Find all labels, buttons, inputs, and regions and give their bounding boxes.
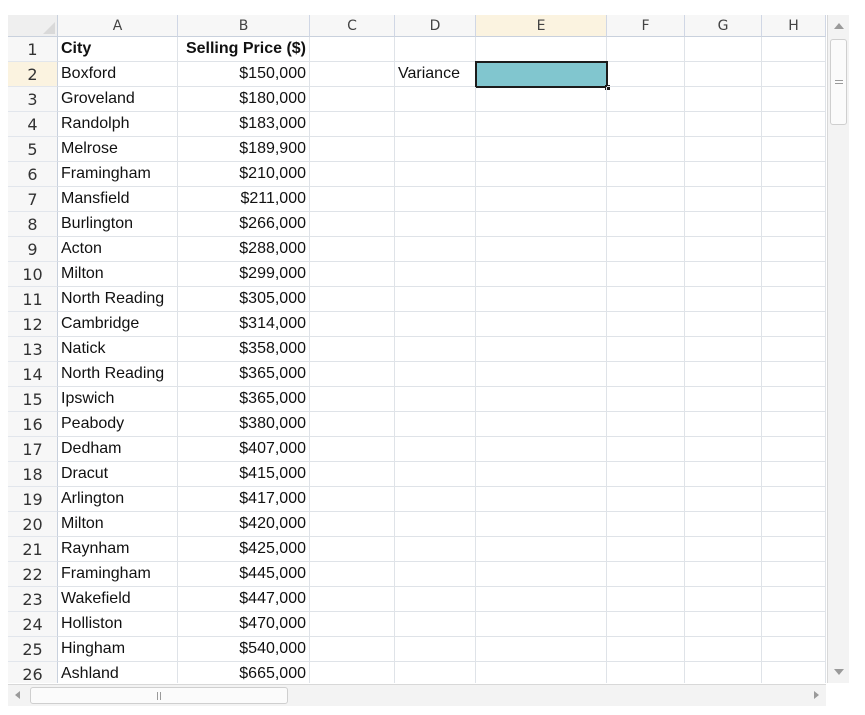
cell-h15[interactable] xyxy=(762,387,826,412)
cell-d1[interactable] xyxy=(395,37,476,62)
cell-e3[interactable] xyxy=(476,87,607,112)
row-header[interactable]: 12 xyxy=(8,312,58,337)
table-row xyxy=(8,37,826,62)
cell-b15[interactable]: $365,000 xyxy=(178,387,310,412)
cell-g24[interactable] xyxy=(685,612,762,637)
cell-c6[interactable] xyxy=(310,162,395,187)
table-row xyxy=(8,412,826,437)
table-row xyxy=(8,637,826,662)
cell-d13[interactable] xyxy=(395,337,476,362)
cell-f26[interactable] xyxy=(607,662,685,683)
cell-b20[interactable]: $420,000 xyxy=(178,512,310,537)
cell-g12[interactable] xyxy=(685,312,762,337)
cell-c5[interactable] xyxy=(310,137,395,162)
cell-b1[interactable]: Selling Price ($) xyxy=(178,37,310,62)
cell-a12[interactable]: Cambridge xyxy=(58,312,178,337)
cell-g8[interactable] xyxy=(685,212,762,237)
row-header[interactable]: 11 xyxy=(8,287,58,312)
cell-b3[interactable]: $180,000 xyxy=(178,87,310,112)
row-header[interactable]: 23 xyxy=(8,587,58,612)
cell-c15[interactable] xyxy=(310,387,395,412)
cell-c14[interactable] xyxy=(310,362,395,387)
row-header[interactable]: 22 xyxy=(8,562,58,587)
vertical-scroll-thumb[interactable] xyxy=(830,39,847,125)
cell-e10[interactable] xyxy=(476,262,607,287)
cell-g5[interactable] xyxy=(685,137,762,162)
cell-a23[interactable]: Wakefield xyxy=(58,587,178,612)
cell-d20[interactable] xyxy=(395,512,476,537)
variance-label[interactable]: Variance xyxy=(395,62,476,87)
cell-a14[interactable]: North Reading xyxy=(58,362,178,387)
cell-h21[interactable] xyxy=(762,537,826,562)
arrow-left-icon[interactable] xyxy=(15,691,20,699)
cell-g16[interactable] xyxy=(685,412,762,437)
cell-h1[interactable] xyxy=(762,37,826,62)
cell-f18[interactable] xyxy=(607,462,685,487)
cell-b17[interactable]: $407,000 xyxy=(178,437,310,462)
cell-c3[interactable] xyxy=(310,87,395,112)
cell-g25[interactable] xyxy=(685,637,762,662)
cell-b25[interactable]: $540,000 xyxy=(178,637,310,662)
cell-h19[interactable] xyxy=(762,487,826,512)
cell-b18[interactable]: $415,000 xyxy=(178,462,310,487)
cell-d11[interactable] xyxy=(395,287,476,312)
row-header[interactable]: 24 xyxy=(8,612,58,637)
row-header[interactable]: 26 xyxy=(8,662,58,683)
cell-f25[interactable] xyxy=(607,637,685,662)
cell-e4[interactable] xyxy=(476,112,607,137)
cell-d17[interactable] xyxy=(395,437,476,462)
cell-d18[interactable] xyxy=(395,462,476,487)
column-header-row xyxy=(8,15,826,38)
cell-h9[interactable] xyxy=(762,237,826,262)
cell-e9[interactable] xyxy=(476,237,607,262)
cell-c20[interactable] xyxy=(310,512,395,537)
cell-a15[interactable]: Ipswich xyxy=(58,387,178,412)
cell-c13[interactable] xyxy=(310,337,395,362)
cell-d22[interactable] xyxy=(395,562,476,587)
horizontal-scrollbar[interactable] xyxy=(8,684,826,706)
cell-a2[interactable]: Boxford xyxy=(58,62,178,87)
cell-c18[interactable] xyxy=(310,462,395,487)
cell-c25[interactable] xyxy=(310,637,395,662)
cell-e26[interactable] xyxy=(476,662,607,683)
cell-g10[interactable] xyxy=(685,262,762,287)
cell-g2[interactable] xyxy=(685,62,762,87)
cell-f17[interactable] xyxy=(607,437,685,462)
cell-e13[interactable] xyxy=(476,337,607,362)
cell-a25[interactable]: Hingham xyxy=(58,637,178,662)
cell-g13[interactable] xyxy=(685,337,762,362)
cell-g26[interactable] xyxy=(685,662,762,683)
cell-b13[interactable]: $358,000 xyxy=(178,337,310,362)
cell-d7[interactable] xyxy=(395,187,476,212)
row-header[interactable]: 10 xyxy=(8,262,58,287)
row-header[interactable]: 7 xyxy=(8,187,58,212)
cell-c11[interactable] xyxy=(310,287,395,312)
cell-a13[interactable]: Natick xyxy=(58,337,178,362)
cell-h23[interactable] xyxy=(762,587,826,612)
row-header[interactable]: 1 xyxy=(8,37,58,62)
cell-e7[interactable] xyxy=(476,187,607,212)
cell-c2[interactable] xyxy=(310,62,395,87)
cell-a22[interactable]: Framingham xyxy=(58,562,178,587)
cell-h4[interactable] xyxy=(762,112,826,137)
cell-e8[interactable] xyxy=(476,212,607,237)
cell-h18[interactable] xyxy=(762,462,826,487)
cell-d16[interactable] xyxy=(395,412,476,437)
cell-e19[interactable] xyxy=(476,487,607,512)
cell-b26[interactable]: $665,000 xyxy=(178,662,310,683)
cell-d4[interactable] xyxy=(395,112,476,137)
cell-a18[interactable]: Dracut xyxy=(58,462,178,487)
cell-g23[interactable] xyxy=(685,587,762,612)
row-header[interactable]: 16 xyxy=(8,412,58,437)
table-row xyxy=(8,62,826,87)
cell-a5[interactable]: Melrose xyxy=(58,137,178,162)
cell-a6[interactable]: Framingham xyxy=(58,162,178,187)
cell-c16[interactable] xyxy=(310,412,395,437)
table-row xyxy=(8,437,826,462)
table-row xyxy=(8,187,826,212)
cell-a7[interactable]: Mansfield xyxy=(58,187,178,212)
table-row xyxy=(8,462,826,487)
cell-f21[interactable] xyxy=(607,537,685,562)
row-header[interactable]: 19 xyxy=(8,487,58,512)
cell-c17[interactable] xyxy=(310,437,395,462)
cell-f20[interactable] xyxy=(607,512,685,537)
cell-f24[interactable] xyxy=(607,612,685,637)
cell-d15[interactable] xyxy=(395,387,476,412)
table-row xyxy=(8,587,826,612)
scroll-down-button[interactable] xyxy=(828,661,849,683)
column-header-g[interactable]: G xyxy=(685,15,762,37)
cell-c26[interactable] xyxy=(310,662,395,683)
cell-e6[interactable] xyxy=(476,162,607,187)
cell-a21[interactable]: Raynham xyxy=(58,537,178,562)
cell-e24[interactable] xyxy=(476,612,607,637)
cell-c19[interactable] xyxy=(310,487,395,512)
cell-a8[interactable]: Burlington xyxy=(58,212,178,237)
cell-f6[interactable] xyxy=(607,162,685,187)
cell-b4[interactable]: $183,000 xyxy=(178,112,310,137)
cell-c22[interactable] xyxy=(310,562,395,587)
cell-h3[interactable] xyxy=(762,87,826,112)
cell-d9[interactable] xyxy=(395,237,476,262)
row-header[interactable]: 5 xyxy=(8,137,58,162)
cell-c12[interactable] xyxy=(310,312,395,337)
cell-h5[interactable] xyxy=(762,137,826,162)
cell-b14[interactable]: $365,000 xyxy=(178,362,310,387)
cell-g6[interactable] xyxy=(685,162,762,187)
cell-a1[interactable]: City xyxy=(58,37,178,62)
cell-b21[interactable]: $425,000 xyxy=(178,537,310,562)
row-header[interactable]: 8 xyxy=(8,212,58,237)
cell-c9[interactable] xyxy=(310,237,395,262)
cell-d21[interactable] xyxy=(395,537,476,562)
cell-g17[interactable] xyxy=(685,437,762,462)
cell-b19[interactable]: $417,000 xyxy=(178,487,310,512)
cell-e1[interactable] xyxy=(476,37,607,62)
cell-e14[interactable] xyxy=(476,362,607,387)
cell-c23[interactable] xyxy=(310,587,395,612)
cell-h10[interactable] xyxy=(762,262,826,287)
cell-d25[interactable] xyxy=(395,637,476,662)
cell-g3[interactable] xyxy=(685,87,762,112)
cell-b8[interactable]: $266,000 xyxy=(178,212,310,237)
cell-a16[interactable]: Peabody xyxy=(58,412,178,437)
cell-f10[interactable] xyxy=(607,262,685,287)
cell-c7[interactable] xyxy=(310,187,395,212)
cell-a19[interactable]: Arlington xyxy=(58,487,178,512)
cell-h26[interactable] xyxy=(762,662,826,683)
arrow-up-icon xyxy=(834,23,844,29)
cell-b16[interactable]: $380,000 xyxy=(178,412,310,437)
cell-g15[interactable] xyxy=(685,387,762,412)
selected-cell-e2[interactable] xyxy=(475,61,608,88)
column-header-d[interactable]: D xyxy=(395,15,476,37)
cell-b5[interactable]: $189,900 xyxy=(178,137,310,162)
cell-h24[interactable] xyxy=(762,612,826,637)
cell-f23[interactable] xyxy=(607,587,685,612)
row-header[interactable]: 2 xyxy=(8,62,58,87)
cell-d5[interactable] xyxy=(395,137,476,162)
grip-icon xyxy=(835,83,843,84)
column-header-a[interactable]: A xyxy=(58,15,178,37)
cell-a17[interactable]: Dedham xyxy=(58,437,178,462)
cell-f12[interactable] xyxy=(607,312,685,337)
cell-g14[interactable] xyxy=(685,362,762,387)
cell-e16[interactable] xyxy=(476,412,607,437)
spreadsheet-grid[interactable] xyxy=(8,15,826,683)
row-header[interactable]: 6 xyxy=(8,162,58,187)
cell-e11[interactable] xyxy=(476,287,607,312)
cell-e12[interactable] xyxy=(476,312,607,337)
cell-e25[interactable] xyxy=(476,637,607,662)
cell-e5[interactable] xyxy=(476,137,607,162)
table-row xyxy=(8,87,826,112)
cell-e21[interactable] xyxy=(476,537,607,562)
cell-g20[interactable] xyxy=(685,512,762,537)
cell-e22[interactable] xyxy=(476,562,607,587)
cell-f5[interactable] xyxy=(607,137,685,162)
table-row xyxy=(8,612,826,637)
table-row xyxy=(8,112,826,137)
arrow-right-icon[interactable] xyxy=(814,691,819,699)
cell-d23[interactable] xyxy=(395,587,476,612)
cell-a11[interactable]: North Reading xyxy=(58,287,178,312)
column-header-b[interactable]: B xyxy=(178,15,310,37)
row-header[interactable]: 17 xyxy=(8,437,58,462)
vertical-scrollbar[interactable] xyxy=(827,15,849,683)
cell-c21[interactable] xyxy=(310,537,395,562)
table-row xyxy=(8,137,826,162)
horizontal-scroll-thumb[interactable] xyxy=(30,687,288,704)
cell-b6[interactable]: $210,000 xyxy=(178,162,310,187)
cell-c4[interactable] xyxy=(310,112,395,137)
cell-f9[interactable] xyxy=(607,237,685,262)
cell-g11[interactable] xyxy=(685,287,762,312)
cell-e20[interactable] xyxy=(476,512,607,537)
cell-f11[interactable] xyxy=(607,287,685,312)
cell-f8[interactable] xyxy=(607,212,685,237)
table-row xyxy=(8,487,826,512)
cell-e23[interactable] xyxy=(476,587,607,612)
cell-f19[interactable] xyxy=(607,487,685,512)
cell-h8[interactable] xyxy=(762,212,826,237)
cell-h7[interactable] xyxy=(762,187,826,212)
row-header[interactable]: 15 xyxy=(8,387,58,412)
table-row xyxy=(8,562,826,587)
column-header-f[interactable]: F xyxy=(607,15,685,37)
cell-b12[interactable]: $314,000 xyxy=(178,312,310,337)
cell-f1[interactable] xyxy=(607,37,685,62)
cell-d19[interactable] xyxy=(395,487,476,512)
cell-h2[interactable] xyxy=(762,62,826,87)
grip-icon xyxy=(160,692,161,700)
cell-f16[interactable] xyxy=(607,412,685,437)
cell-b7[interactable]: $211,000 xyxy=(178,187,310,212)
cell-a24[interactable]: Holliston xyxy=(58,612,178,637)
cell-a10[interactable]: Milton xyxy=(58,262,178,287)
cell-d26[interactable] xyxy=(395,662,476,683)
row-header[interactable]: 21 xyxy=(8,537,58,562)
cell-b2[interactable]: $150,000 xyxy=(178,62,310,87)
cell-a4[interactable]: Randolph xyxy=(58,112,178,137)
cell-h17[interactable] xyxy=(762,437,826,462)
cell-e18[interactable] xyxy=(476,462,607,487)
cell-f22[interactable] xyxy=(607,562,685,587)
cell-d12[interactable] xyxy=(395,312,476,337)
cell-f13[interactable] xyxy=(607,337,685,362)
cell-c24[interactable] xyxy=(310,612,395,637)
cell-b23[interactable]: $447,000 xyxy=(178,587,310,612)
table-row xyxy=(8,162,826,187)
table-row xyxy=(8,312,826,337)
cell-b9[interactable]: $288,000 xyxy=(178,237,310,262)
cell-f15[interactable] xyxy=(607,387,685,412)
cell-d3[interactable] xyxy=(395,87,476,112)
cell-g7[interactable] xyxy=(685,187,762,212)
cell-c10[interactable] xyxy=(310,262,395,287)
arrow-down-icon xyxy=(834,669,844,675)
cell-b24[interactable]: $470,000 xyxy=(178,612,310,637)
cell-c8[interactable] xyxy=(310,212,395,237)
cell-a20[interactable]: Milton xyxy=(58,512,178,537)
column-header-c[interactable]: C xyxy=(310,15,395,37)
column-header-e[interactable]: E xyxy=(476,15,607,37)
table-row xyxy=(8,337,826,362)
grip-icon xyxy=(157,692,158,700)
cell-a9[interactable]: Acton xyxy=(58,237,178,262)
cell-f14[interactable] xyxy=(607,362,685,387)
cell-c1[interactable] xyxy=(310,37,395,62)
row-header[interactable]: 14 xyxy=(8,362,58,387)
cell-a26[interactable]: Ashland xyxy=(58,662,178,683)
row-header[interactable]: 25 xyxy=(8,637,58,662)
table-row xyxy=(8,537,826,562)
cell-h20[interactable] xyxy=(762,512,826,537)
table-row xyxy=(8,362,826,387)
row-header[interactable]: 9 xyxy=(8,237,58,262)
cell-b22[interactable]: $445,000 xyxy=(178,562,310,587)
cell-g22[interactable] xyxy=(685,562,762,587)
cell-h6[interactable] xyxy=(762,162,826,187)
cell-d24[interactable] xyxy=(395,612,476,637)
cell-d10[interactable] xyxy=(395,262,476,287)
cell-d8[interactable] xyxy=(395,212,476,237)
cell-b11[interactable]: $305,000 xyxy=(178,287,310,312)
cell-g18[interactable] xyxy=(685,462,762,487)
cell-b10[interactable]: $299,000 xyxy=(178,262,310,287)
row-header[interactable]: 13 xyxy=(8,337,58,362)
row-header[interactable]: 4 xyxy=(8,112,58,137)
table-row xyxy=(8,387,826,412)
cell-h16[interactable] xyxy=(762,412,826,437)
cell-g21[interactable] xyxy=(685,537,762,562)
cell-h22[interactable] xyxy=(762,562,826,587)
scroll-up-button[interactable] xyxy=(828,15,849,37)
cell-g1[interactable] xyxy=(685,37,762,62)
table-row xyxy=(8,662,826,683)
cell-h11[interactable] xyxy=(762,287,826,312)
cell-f2[interactable] xyxy=(607,62,685,87)
grip-icon xyxy=(835,80,843,81)
cell-d14[interactable] xyxy=(395,362,476,387)
cell-e17[interactable] xyxy=(476,437,607,462)
cell-h12[interactable] xyxy=(762,312,826,337)
table-row xyxy=(8,237,826,262)
cell-e15[interactable] xyxy=(476,387,607,412)
cell-h25[interactable] xyxy=(762,637,826,662)
table-row xyxy=(8,512,826,537)
table-row xyxy=(8,287,826,312)
table-row xyxy=(8,262,826,287)
cell-a3[interactable]: Groveland xyxy=(58,87,178,112)
cell-g19[interactable] xyxy=(685,487,762,512)
cell-g9[interactable] xyxy=(685,237,762,262)
row-header[interactable]: 3 xyxy=(8,87,58,112)
cell-f4[interactable] xyxy=(607,112,685,137)
cell-g4[interactable] xyxy=(685,112,762,137)
cell-f7[interactable] xyxy=(607,187,685,212)
table-row xyxy=(8,212,826,237)
column-header-h[interactable]: H xyxy=(762,15,826,37)
cell-h14[interactable] xyxy=(762,362,826,387)
cell-d6[interactable] xyxy=(395,162,476,187)
cell-h13[interactable] xyxy=(762,337,826,362)
cell-f3[interactable] xyxy=(607,87,685,112)
row-header[interactable]: 20 xyxy=(8,512,58,537)
row-header[interactable]: 18 xyxy=(8,462,58,487)
